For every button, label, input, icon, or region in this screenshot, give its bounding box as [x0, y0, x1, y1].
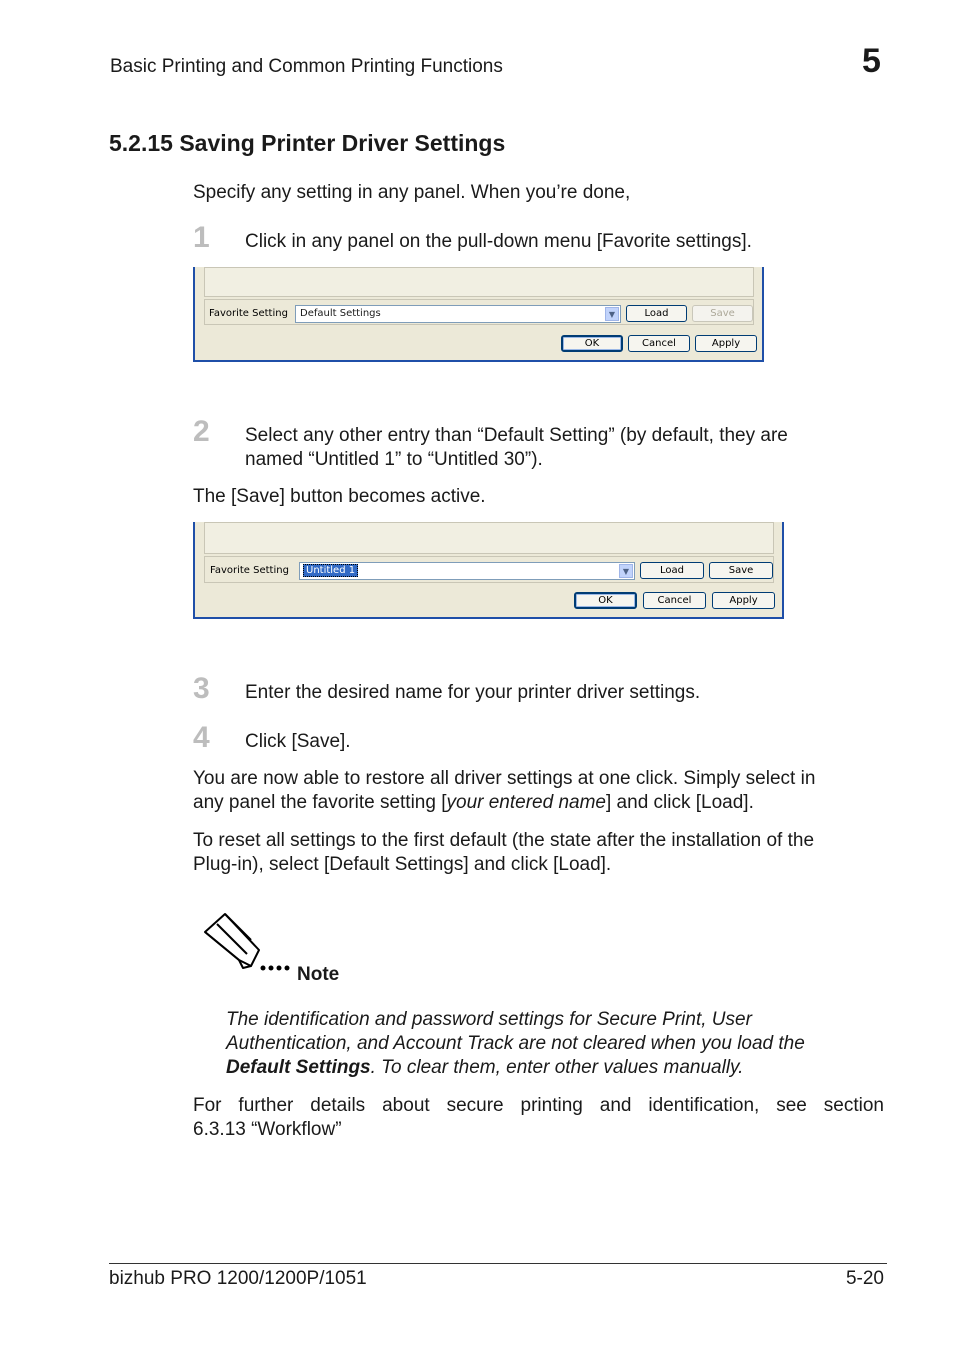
apply-button[interactable]: Apply — [695, 335, 757, 352]
running-header: Basic Printing and Common Printing Functions — [110, 56, 503, 77]
chevron-down-icon[interactable]: ▼ — [619, 564, 633, 578]
combo-value[interactable]: Untitled 1 — [303, 564, 358, 577]
note-bold-text: Default Settings — [226, 1057, 371, 1078]
cancel-button[interactable]: Cancel — [628, 335, 690, 352]
footer-product: bizhub PRO 1200/1200P/1051 — [109, 1268, 367, 1289]
favorite-setting-dialog — [193, 267, 764, 362]
restore-paragraph — [193, 767, 884, 815]
paragraph-line — [193, 791, 884, 815]
note-line: Authentication, and Account Track are not cleared when you load the — [226, 1033, 805, 1054]
page-number: 5-20 — [845, 1268, 884, 1289]
ok-button[interactable]: OK — [574, 592, 637, 609]
text-run: . To clear them, enter other values manually. — [370, 1057, 744, 1078]
step-number: 3 — [193, 672, 210, 705]
step-number: 1 — [193, 221, 210, 254]
step-text-line: named “Untitled 1” to “Untitled 30”). — [245, 449, 543, 470]
favorite-setting-dialog-active — [193, 522, 784, 619]
favorite-setting-combo[interactable] — [295, 305, 621, 323]
note-heading: Note — [297, 964, 340, 985]
step-text — [245, 424, 788, 472]
ok-button[interactable]: OK — [561, 335, 623, 352]
step-text: Click in any panel on the pull-down menu [Favorite settings]. — [245, 231, 752, 252]
step-number: 2 — [193, 415, 210, 448]
cancel-button[interactable]: Cancel — [643, 592, 706, 609]
apply-button[interactable]: Apply — [712, 592, 775, 609]
step-number: 4 — [193, 721, 210, 754]
step-text: Click [Save]. — [245, 731, 351, 752]
favorite-setting-label: Favorite Setting — [210, 565, 289, 576]
paragraph-line: Plug-in), select [Default Settings] and click [Load]. — [193, 854, 612, 875]
chevron-down-icon[interactable]: ▼ — [605, 307, 619, 321]
note-line — [226, 1056, 886, 1080]
save-button[interactable]: Save — [692, 305, 753, 322]
favorite-setting-combo[interactable] — [299, 562, 635, 580]
load-button[interactable]: Load — [626, 305, 687, 322]
paragraph-line: 6.3.13 “Workflow” — [193, 1119, 342, 1140]
favorite-setting-label: Favorite Setting — [209, 308, 288, 319]
step-text: Enter the desired name for your printer driver settings. — [245, 682, 701, 703]
pencil-note-icon — [203, 910, 293, 972]
emphasis-text: your entered name — [446, 792, 606, 813]
reset-paragraph — [193, 829, 884, 877]
dialog-panel-area — [204, 267, 754, 297]
save-button[interactable]: Save — [709, 562, 773, 579]
paragraph-line: For further details about secure printing and identification, see section — [193, 1095, 884, 1116]
text-run: any panel the favorite setting [ — [193, 792, 447, 813]
combo-value: Default Settings — [300, 308, 381, 319]
load-button[interactable]: Load — [640, 562, 704, 579]
paragraph-line: To reset all settings to the first default (the state after the installation of the — [193, 830, 815, 851]
paragraph-line: You are now able to restore all driver settings at one click. Simply select in — [193, 768, 816, 789]
footer-divider — [109, 1263, 887, 1264]
further-details-paragraph — [193, 1094, 884, 1142]
chapter-number: 5 — [862, 42, 881, 80]
text-run: ] and click [Load]. — [606, 792, 754, 813]
note-line: The identification and password settings for Secure Print, User — [226, 1009, 752, 1030]
dialog-panel-area — [204, 522, 774, 554]
intro-text: Specify any setting in any panel. When you’re done, — [193, 182, 631, 203]
save-active-text: The [Save] button becomes active. — [193, 486, 486, 507]
section-title: 5.2.15 Saving Printer Driver Settings — [109, 130, 506, 156]
step-text-line: Select any other entry than “Default Setting” (by default, they are — [245, 425, 788, 446]
note-text — [226, 1008, 886, 1080]
